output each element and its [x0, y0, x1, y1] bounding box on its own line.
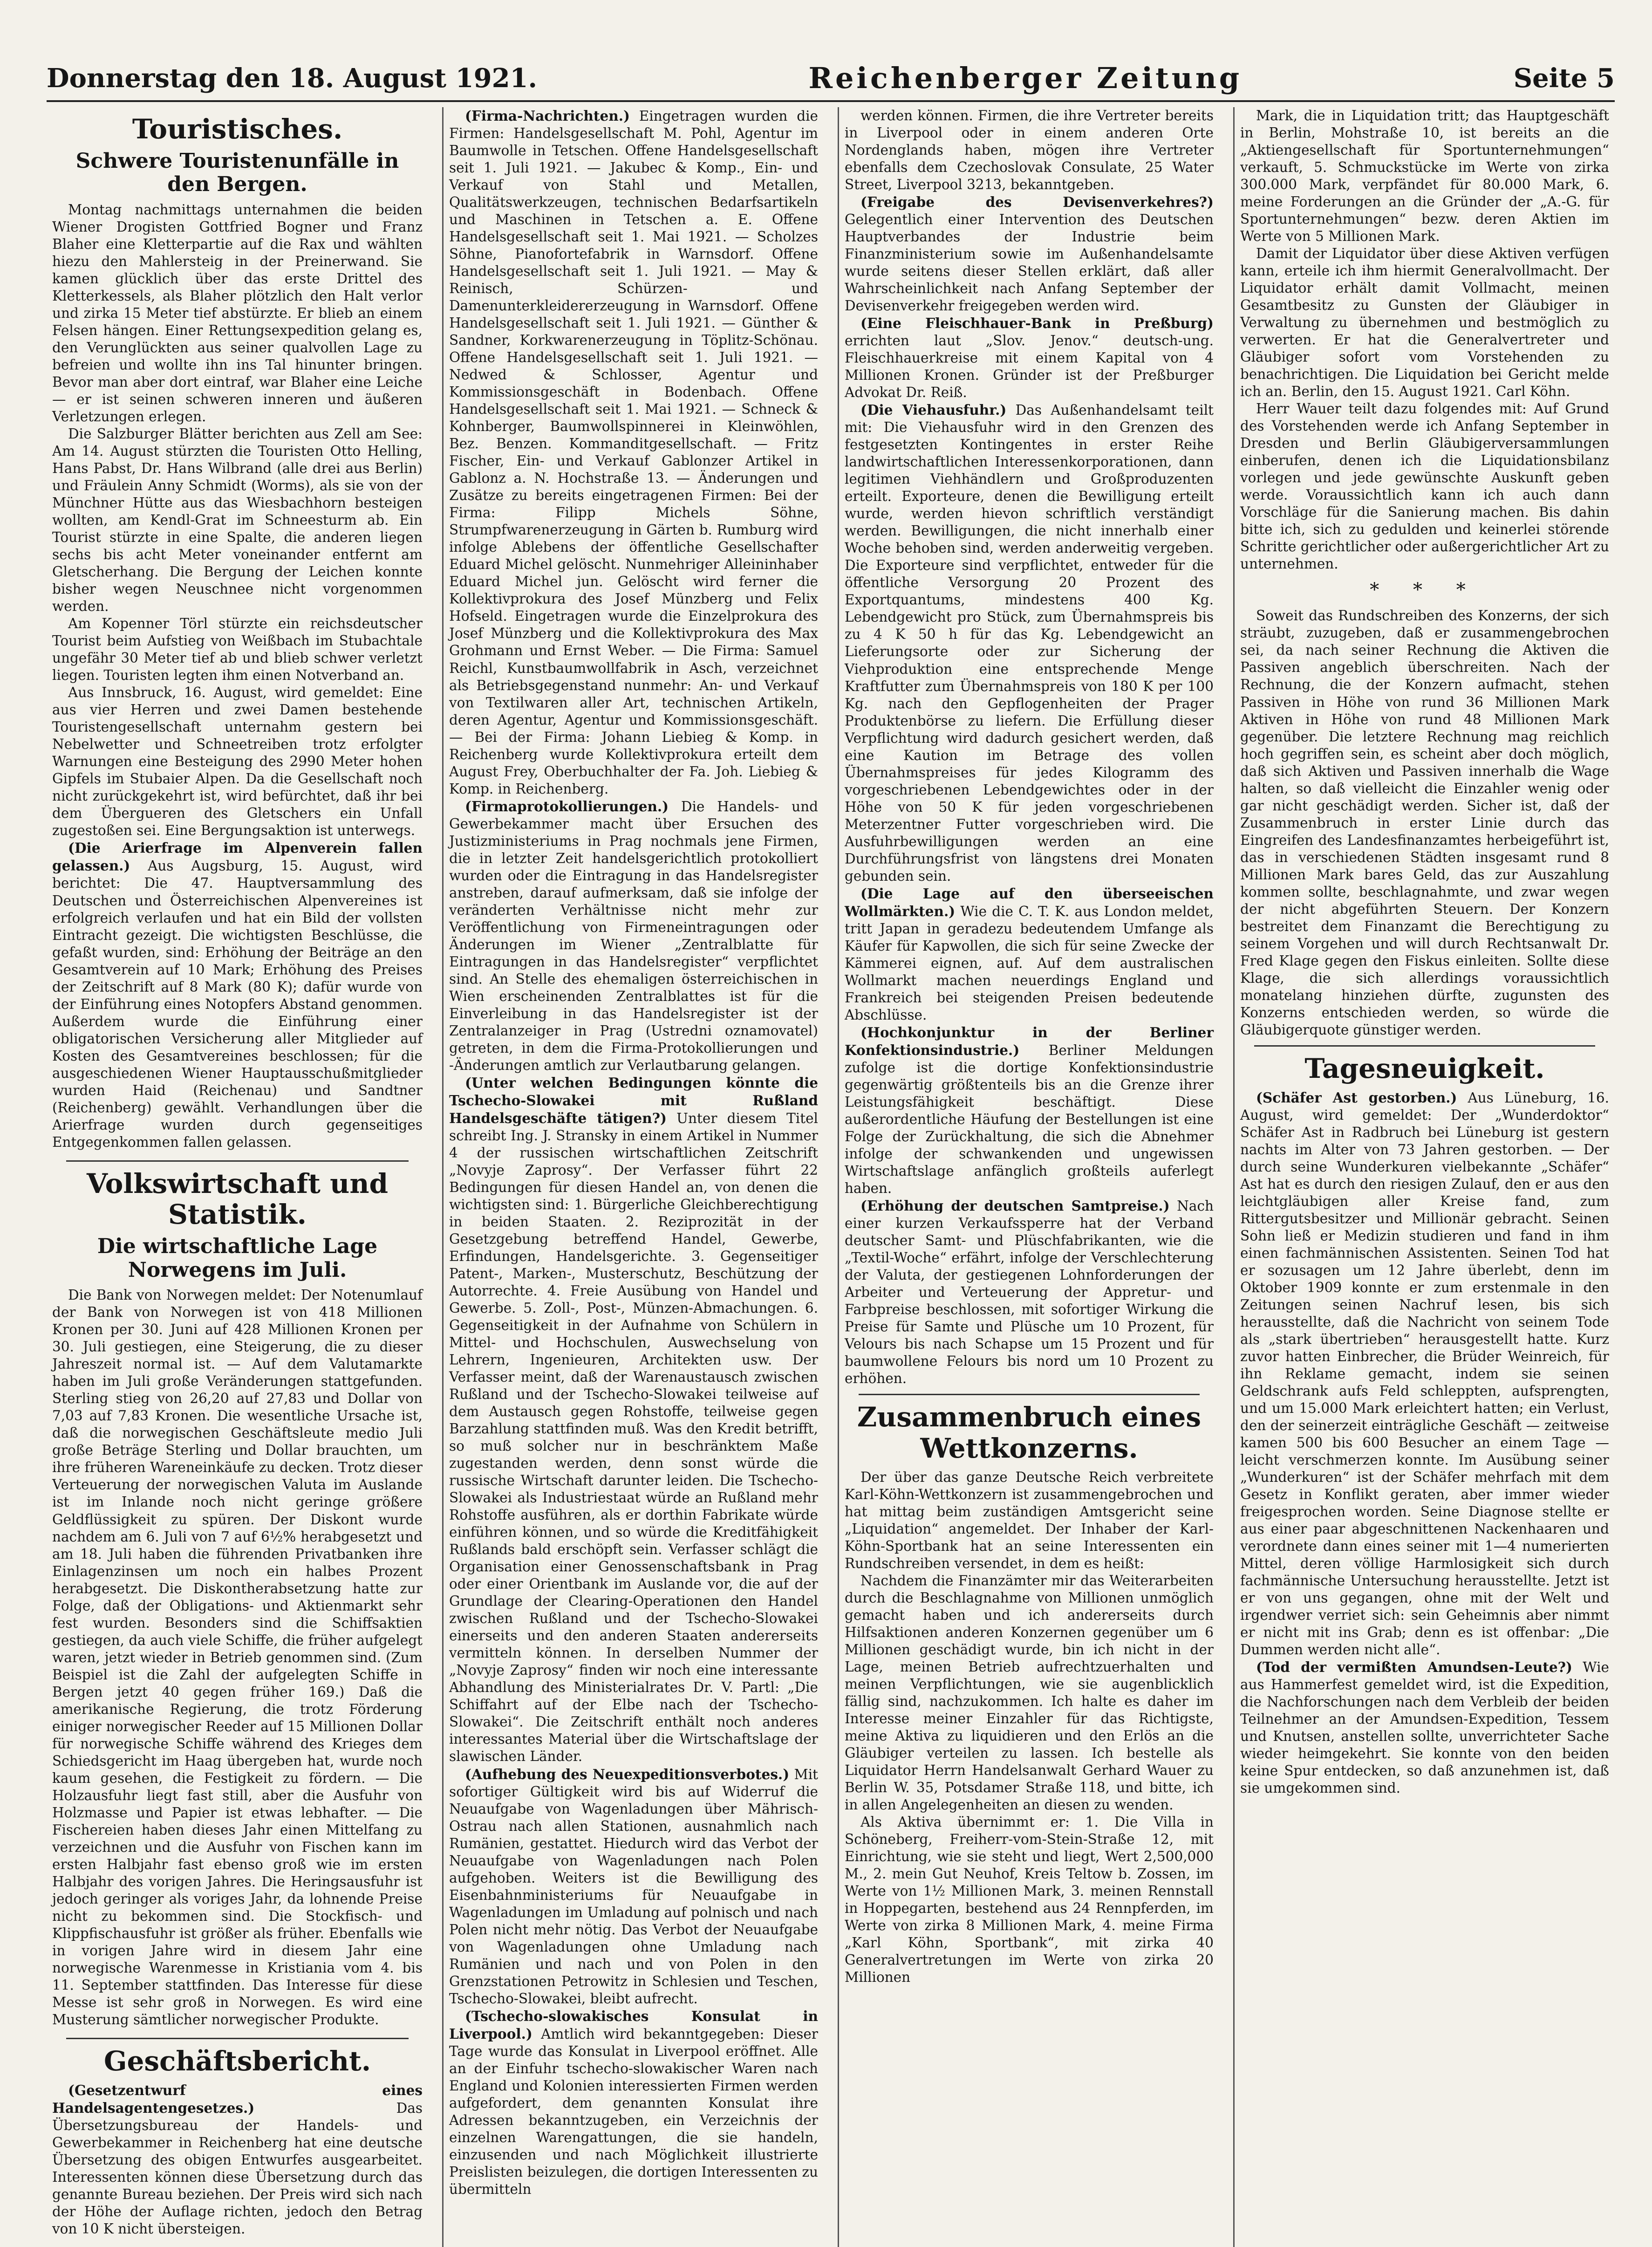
divider [1254, 1045, 1595, 1047]
item-text: Aus Augsburg, 15. August, wird berichtet: Die 47. Hauptversammlung des Deutschen und Österreichischen Alpenvereines ist erfolgreich verlaufen und hat ein Bild der vollsten Eintracht gezeigt. Die wichtigsten Beschlüsse, die gefaßt wurden, sind: Erhöhung der Beiträge an den Gesamtverein auf 10 Mark; Erhöhung des Preises der Zeitschrift auf 8 Mark (80 K); dafür wurde von der Einführung eines Notopfers Abstand genommen. Außerdem wurde die Einführung einer obligatorischen Versicherung aller Mitglieder auf Kosten des Gesamtvereines beschlossen; für die ausgeschiedenen Wiener Hauptausschußmitglieder wurden Haid (Reichenau) und Sandtner (Reichenberg) gewählt. Verhandlungen über die Arierfrage wurden durch gegenseitiges Entgegenkommen fallen gelassen. [52, 858, 423, 1150]
column-4 [1233, 107, 1615, 2247]
item-lead: (Firmaprotokollierungen.) [465, 798, 669, 815]
paragraph: Montag nachmittags unternahmen die beiden Wiener Drogisten Gottfried Bogner und Franz Blaher eine Kletterpartie auf die Rax und wählten hiezu den Mahlersteig in der Preinerwand. Sie kamen glücklich über das erste Drittel des Kletterkessels, als Blaher plötzlich den Halt verlor und zirka 15 Meter tief abstürzte. Er blieb an einem Felsen hängen. Einer Rettungsexpedition gelang es, den Verunglückten aus seiner qualvollen Lage zu befreien und wollte ihn ins Tal hinunter bringen. Bevor man aber dort eintraf, war Blaher eine Leiche — er ist seinen schweren inneren und äußeren Verletzungen erlegen. [52, 201, 423, 425]
paragraph: Die Bank von Norwegen meldet: Der Notenumlauf der Bank von Norwegen ist von 418 Millionen Kronen per 30. Juni auf 428 Millionen Kronen per 30. Juli gestiegen, eine Steigerung, die zu dieser Jahreszeit normal ist. — Auf dem Valutamarkte haben im Juli große Veränderungen stattgefunden. Sterling stieg von 26,20 auf 27,83 und Dollar von 7,03 auf 7,83 Kronen. Die wesentliche Ursache ist, daß die norwegischen Geschäftsleute medio Juli große Beträge Sterling und Dollar brauchten, um ihre früheren Wareneinkäufe zu decken. Trotz dieser Verteuerung der norwegischen Valuta im Auslande ist im Inlande noch nicht geringe größere Geldflüssigkeit zu spüren. Der Diskont wurde nachdem am 6. Juli von 7 auf 6½% herabgesetzt und am 18. Juli haben die führenden Privatbanken ihre Einlagenzinsen um noch ein halbes Prozent herabgesetzt. Die Diskontherabsetzung hatte zur Folge, daß der Obligations- und Aktienmarkt sehr fest wurden. Besonders sind die Schiffsaktien gestiegen, da auch viele Schiffe, die früher aufgelegt waren, jetzt wieder in Betrieb genommen sind. (Zum Beispiel ist die Zahl der aufgelegten Schiffe in Bergen jetzt 40 gegen früher 169.) Daß die amerikanische Regierung, die trotz Förderung einiger norwegischer Reeder auf 15 Millionen Dollar für norwegische Schiffe während des Krieges dem Schiedsgericht im Haag übergeben hat, wurde noch kaum gesehen, die Festigkeit zu fördern. — Die Holzausfuhr liegt fast still, aber die Ausfuhr von Holzmasse und Papier ist etwas lebhafter. — Die Fischereien haben dieses Jahr einen Mittelfang zu verzeichnen und die Ausfuhr von Fischen kann im ersten Halbjahr fast ebenso groß wie im ersten Halbjahr des vorigen Jahres. Die Heringsausfuhr ist jedoch geringer als voriges Jahr, da lohnende Preise nicht zu bekommen sind. Die Stockfisch- und Klippfischausfuhr ist größer als früher. Ebenfalls wie in vorigen Jahre wird in diesem Jahr eine norwegische Warenmesse in Kristiania vom 4. bis 11. September stattfinden. Das Interesse für diese Messe ist sehr groß in Norwegen. Es wird eine Musterung sämtlicher norwegischer Produkte. [52, 1287, 423, 2028]
paragraph [845, 1197, 1214, 1387]
column-3 [838, 107, 1219, 2247]
paragraph [52, 2082, 423, 2238]
paragraph: Als Aktiva übernimmt er: 1. Die Villa in Schöneberg, Freiherr-vom-Stein-Straße 12, mit Einrichtung, wie sie steht und liegt, Wert 2,500,000 M., 2. mein Gut Neuhof, Kreis Teltow b. Zossen, im Werte von 1½ Millionen Mark, 3. meinen Rennstall in Hoppegarten, bestehend aus 24 Rennpferden, im Werte von zirka 8 Millionen Mark, 4. meine Firma „Karl Köhn, Sportbank“, mit zirka 40 Generalvertretungen im Werte von zirka 20 Millionen [845, 1814, 1214, 1985]
item-lead: (Gesetzentwurf eines Handelsagentengesetzes.) [52, 2082, 423, 2116]
item-lead: (Freigabe des Devisenverkehres?) [860, 194, 1214, 211]
paragraph [1240, 1658, 1609, 1797]
article-wettkonzern [845, 1402, 1214, 1986]
item-lead: (Tod der vermißten Amundsen-Leute?) [1256, 1659, 1572, 1676]
paragraph: Soweit das Rundschreiben des Konzerns, der sich sträubt, zuzugeben, daß er zusammengebrochen sei, da nach seiner Rechnung die Aktiven die Passiven angeblich überschreiten. Nach der Rechnung, die der Konzern aufmacht, stehen Passiven in Höhe von rund 36 Millionen Mark Aktiven in Höhe von rund 48 Millionen Mark gegenüber. Die letztere Rechnung mag reichlich hoch gegriffen sein, es scheint aber doch möglich, daß sich Aktiven und Passiven innerhalb die Wage halten, so daß vielleicht die Einzahler wenig oder gar nicht geschädigt werden. Sicher ist, daß der Zusammenbruch in erster Linie durch das Eingreifen des Landesfinanzamtes herbeigeführt ist, das in verschiedenen Städten insgesamt rund 8 Millionen Mark bares Geld, das zur Auszahlung kommen sollte, beschlagnahmte, und zwar wegen der nicht abgeführten Steuern. Der Konzern bestreitet dem Finanzamt die Berechtigung zu seinem Vorgehen und will durch Rechtsanwalt Dr. Fred Klage gegen den Fiskus einleiten. Sollte diese Klage, die sich allerdings voraussichtlich monatelang hinziehen dürfte, zugunsten des Konzerns entschieden werden, so würde die Gläubigerquote günstiger werden. [1240, 608, 1609, 1038]
item-text: Das Übersetzungsbureau der Handels- und Gewerbekammer in Reichenberg hat eine deutsche Übersetzung des obigen Entwurfes ausgearbeitet. Interessenten können diese Übersetzung durch das genannte Bureau beziehen. Der Preis wird sich nach der Höhe der Auflage richten, jedoch den Betrag von 10 K nicht übersteigen. [52, 2100, 423, 2237]
section-heading: Tagesneuigkeit. [1304, 1052, 1545, 1084]
running-head [47, 56, 1615, 102]
paragraph: Nachdem die Finanzämter mir das Weiterarbeiten durch die Beschlagnahme von Millionen unmöglich gemacht haben und ich andererseits durch Hilfsaktionen anderen Konzernen gegenüber um 6 Millionen geschädigt wurde, bin ich nicht in der Lage, meinen Betrieb aufrechtzuerhalten und meinen Verpflichtungen, wie sie augenblicklich fällig sind, nachzukommen. Ich halte es daher im Interesse meiner Einzahler für das Richtigste, meine Aktiva zu liquidieren und den Erlös an die Gläubiger verteilen zu lassen. Ich bestelle als Liquidator Herrn Handelsanwalt Gerhard Wauer zu Berlin W. 35, Potsdamer Straße 118, und bitte, ich in allen Angelegenheiten an diesen zu wenden. [845, 1572, 1214, 1813]
paragraph: Am Kopenner Törl stürzte ein reichsdeutscher Tourist beim Aufstieg von Weißbach im Stubachtale ungefähr 30 Meter tief ab und blieb schwer verletzt liegen. Touristen legten ihm einen Notverband an. [52, 616, 423, 684]
divider [66, 1160, 409, 1162]
item-lead: (Hochkonjunktur in der Berliner Konfektionsindustrie.) [845, 1024, 1214, 1058]
item-text: Das Außenhandelsamt teilt mit: Die Viehausfuhr wird in den Grenzen des festgesetzten Kontingentes in erster Reihe landwirtschaftlichen Interessenkorporationen, dann legitimen Viehhändlern und Großproduzenten erteilt. Exporteure, denen die Bewilligung erteilt wurde, werden hievon schriftlich verständigt werden. Bewilligungen, die nicht innerhalb einer Woche behoben sind, werden anderweitig vergeben. Die Exporteure sind verpflichtet, entweder für die öffentliche Versorgung 20 Prozent des Exportquantums, mindestens 400 Kg. Lebendgewicht pro Stück, zum Übernahmspreis bis zu 4 K 50 h für das Kg. Lebendgewicht an Lieferungsorte oder zur Sicherung der Viehproduktion eine entsprechende Menge Kraftfutter zum Übernahmspreis von 180 K per 100 Kg. nach den Gepflogenheiten der Prager Produktenbörse zu liefern. Die Erfüllung dieser Verpflichtung wird dadurch gesichert werden, daß eine Kaution im Betrage des vollen Übernahmspreises für jedes Kilogramm des vorgeschriebenen Lebendgewichtes oder in der Höhe von 50 K für jeden vorgeschriebenen Meterzentner Futter vorgeschrieben wird. Die Ausfuhrbewilligungen werden an eine Durchführungsfrist von längstens drei Monaten gebunden sein. [845, 402, 1214, 884]
item-lead: (Schäfer Ast gestorben.) [1256, 1089, 1457, 1106]
item-lead: (Unter welchen Bedingungen könnte die Tschecho-Slowakei mit Rußland Handelsgeschäfte tätigen?) [449, 1074, 818, 1126]
item-text: Wie die C. T. K. aus London meldet, tritt Japan in geradezu bedeutendem Umfange als Käufer für Kapwollen, die sich für seine Zwecke der Kämmerei eignen, auf. Auf dem australischen Wollmarkt machen neuerdings England und Frankreich bei steigenden Preisen bedeutende Abschlüsse. [845, 903, 1214, 1023]
paragraph [449, 2007, 818, 2198]
issue-date: Donnerstag den 18. August 1921. [47, 62, 538, 94]
masthead: Reichenberger Zeitung [808, 61, 1242, 95]
paragraph [449, 1074, 818, 1766]
item-text: Wie aus Hammerfest gemeldet wird, ist die Expedition, die Nachforschungen nach dem Verbleib der beiden Teilnehmer an der Amundsen-Expedition, Tessem und Knutsen, anstellen sollte, unverrichteter Sache wieder heimgekehrt. Sie konnte von den beiden keine Spur entdecken, so daß anzunehmen ist, daß sie umgekommen sind. [1240, 1659, 1610, 1796]
item-text: Die Handels- und Gewerbekammer macht über Ersuchen des Justizministeriums in Prag nochmals jene Firmen, die in letzter Zeit handelsgerichtlich protokolliert wurden oder die Eintragung in das Handelsregister anstreben, darauf aufmerksam, daß sie infolge der veränderten Verhältnisse nicht mehr zur Veröffentlichung von Firmeneintragungen oder Änderungen im Wiener „Zentralblatte für Eintragungen in das Handelsregister“ verpflichtet sind. An Stelle des ehemaligen österreichischen in Wien erscheinenden Zentralblattes ist für die Einverleibung in das Handelsregister ist der Zentralanzeiger in Prag (Ustredni oznamovatel) getreten, in dem die Firma-Protokollierungen und -Änderungen amtlich zur Verlautbarung gelangen. [449, 798, 818, 1073]
item-text: Aus Lüneburg, 16. August, wird gemeldet: Der „Wunderdoktor“ Schäfer Ast in Radbruch bei Lüneburg ist gestern nachts im Alter von 73 Jahren gestorben. — Der durch seine Wunderkuren vielbekannte „Schäfer“ Ast hat es durch den riesigen Zulauf, den er aus den leichtgläubigen aller Kreise fand, zum Rittergutsbesitzer und Millionär gebracht. Seinen Sohn ließ er Medizin studieren und fand in ihm einen fachmännischen Assistenten. Seinen Tod hat er sozusagen um 12 Jahre überlebt, denn im Oktober 1909 konnte er zum erstenmale in den Zeitungen seinen Nachruf lesen, bis sich herausstellte, daß die Nachricht von seinem Tode als „stark übertrieben“ herausgestellt hatte. Kurz zuvor hatten Einbrecher, die Brüder Weinreich, für ihn Reklame gemacht, indem sie seinen Geldschrank aufs Feld schleppten, aufsprengten, und um 15.000 Mark erleichtert hatten; ein Verlust, den der seinerzeit einträgliche Geschäft — zeitweise kamen 500 bis 600 Besucher an einem Tage — leicht verschmerzen konnte. Im Ausübung seiner „Wunderkuren“ ist der Schäfer mehrfach mit dem Gesetz in Konflikt geraten, aber immer wieder freigesprochen worden. Seine Diagnose stellte er aus einer paar abgeschnittenen Nackenhaaren und verordnete dann eines seiner mit 1—4 numerierten Mittel, deren völlige Harmlosigkeit sich durch fachmännische Untersuchung herausstellte. Jetzt ist er von uns gegangen, ohne mit der Welt und irgendwer verriet sich: sein Geheimnis aber nimmt er nicht mit ins Grab; denn es ist offenbar: „Die Dummen werden nicht alle“. [1240, 1089, 1610, 1658]
item-lead: (Die Arierfrage im Alpenverein fallen gelassen.) [52, 840, 423, 874]
item-text: Eingetragen wurden die Firmen: Handelsgesellschaft M. Pohl, Agentur im Baumwolle in Tetschen. Offene Handelsgesellschaft seit 1. Juli 1921. — Jakubec & Komp., Ein- und Verkauf von Stahl und Metallen, Qualitätswerkzeugen, technischen Bedarfsartikeln und Maschinen in Tetschen a. E. Offene Handelsgesellschaft seit 1. Mai 1921. — Scholzes Söhne, Pianofortefabrik in Warnsdorf. Offene Handelsgesellschaft seit 1. Juli 1921. — May & Reinisch, Schürzen- und Damenunterkleidererzeugung in Warnsdorf. Offene Handelsgesellschaft seit 1. Juli 1921. — Günther & Sandner, Korkwarenerzeugung in Töplitz-Schönau. Offene Handelsgesellschaft seit 1. Juli 1921. — Nedwed & Schlosser, Agentur und Kommissionsgeschäft in Bodenbach. Offene Handelsgesellschaft seit 1. Mai 1921. — Schneck & Kohnberger, Baumwollspinnerei in Kleinwöhlen, Bez. Benzen. Kommanditgesellschaft. — Fritz Fischer, Ein- und Verkauf Gablonzer Artikel in Gablonz a. N. Hochstraße 13. — Änderungen und Zusätze zu bereits eingetragenen Firmen: Bei der Firma: Filipp Michels Söhne, Strumpfwarenerzeugung in Gärten b. Rumburg wird infolge Ablebens der öffentliche Gesellschafter Eduard Michel gelöscht. Nunmehriger Alleininhaber Eduard Michel jun. Gelöscht wird ferner die Kollektivprokura des Josef Münzberg und Felix Hofseld. Eingetragen wurde die Einzelprokura des Josef Münzberg und die Kollektivprokura des Max Grohmann und Ernst Weber. — Die Firma: Samuel Reichl, Kunstbaumwollfabrik in Asch, verzeichnet als Betriebsgegenstand nunmehr: An- und Verkauf von Textilwaren aller Art, technischen Artikeln, deren Agentur, Agentur und Kommissionsgeschäft. — Bei der Firma: Johann Liebieg & Komp. in Reichenberg wurde Kollektivprokura erteilt dem August Frey, Oberbuchhalter der Fa. Joh. Liebieg & Komp. in Reichenberg. [449, 108, 818, 797]
paragraph: Der über das ganze Deutsche Reich verbreitete Karl-Köhn-Wettkonzern ist zusammengebrochen und hat mittag beim zuständigen Amtsgericht seine „Liquidation“ angemeldet. Der Inhaber der Karl-Köhn-Sportbank hat an seine Interessenten ein Rundschreiben versendet, in dem es heißt: [845, 1469, 1214, 1571]
divider [859, 1394, 1200, 1395]
page-number: Seite 5 [1513, 62, 1615, 94]
item-lead: (Aufhebung des Neuexpeditionsverbotes.) [465, 1766, 790, 1782]
paragraph [449, 107, 818, 798]
article-headline: Schwere Touristenunfälle in den Bergen. [75, 149, 399, 197]
column-1 [47, 107, 428, 2247]
section-heading: Geschäftsbericht. [103, 2045, 371, 2077]
divider [66, 2038, 409, 2039]
item-text: Mit sofortiger Gültigkeit wird bis auf Widerruf die Neuaufgabe von Wagenladungen über Mährisch-Ostrau nach allen Stationen, ausnahmlich nach Rumänien, gestattet. Hiedurch wird das Verbot der Neuaufgabe von Wagenladungen nach Polen aufgehoben. Weiters ist die Bewilligung des Eisenbahnministeriums für Neuaufgabe in Wagenladungen im Umladung auf polnisch und nach Polen nicht mehr nötig. Das Verbot der Neuaufgabe von Wagenladungen ohne Umladung nach Rumänien und nach und von Polen in den Grenzstationen Petrowitz in Schlesien und Teschen, Tschecho-Slowakei, bleibt aufrecht. [449, 1766, 818, 2007]
item-lead: (Die Lage auf den überseeischen Wollmärkten.) [845, 885, 1214, 919]
item-text: errichten laut „Slov. Jenov.“ deutsch-ung. Fleischhauerkreise mit einem Kapital von 4 Millionen Kronen. Gründer ist der Preßburger Advokat Dr. Reiß. [845, 333, 1214, 401]
paragraph: Damit der Liquidator über diese Aktiven verfügen kann, erteile ich ihm hiermit Generalvollmacht. Der Liquidator erhält damit Vollmacht, meinen Gesamtbesitz zu Gunsten der Gläubiger in Verwaltung zu übernehmen und bestmöglich zu verwerten. Er hat die Generalvertreter und Gläubiger sofort vom Vorstehenden zu benachrichtigen. Die Liquidation bei Gericht melde ich an. Berlin, den 15. August 1921. Carl Köhn. [1240, 246, 1609, 400]
paragraph: Aus Innsbruck, 16. August, wird gemeldet: Eine aus vier Herren und zwei Damen bestehende Touristengesellschaft unternahm gestern bei Nebelwetter und Schneetreiben trotz erfolgter Warnungen eine Besteigung des 2990 Meter hohen Gipfels im Stubaier Alpen. Da die Gesellschaft noch nicht zurückgekehrt ist, wird befürchtet, daß ihr bei dem Übergueren des Gletschers ein Unfall zugestoßen sei. Eine Bergungsaktion ist unterwegs. [52, 685, 423, 839]
section-heading: Touristisches. [132, 113, 343, 145]
paragraph: werden können. Firmen, die ihre Vertreter bereits in Liverpool oder in einem anderen Orte Nordenglands haben, mögen ihre Vertreter ebenfalls dem Czechoslovak Consulate, 25 Water Street, Liverpool 3213, bekanntgeben. [845, 108, 1214, 193]
column-2 [442, 107, 824, 2247]
article-volkswirtschaft [52, 1168, 423, 2028]
paragraph [52, 839, 423, 1151]
paragraph: Herr Wauer teilt dazu folgendes mit: Auf Grund des Vorstehenden werde ich Anfang September in Dresden und Berlin Gläubigerversammlungen einberufen, denen ich die Liquidationsbilanz vorlegen und jede gewünschte Auskunft geben werde. Voraussichtlich kann ich auch dann Vorschläge für die Sanierung machen. Bis dahin bitte ich, sich zu gedulden und keinerlei störende Schritte gerichtlicher oder außergerichtlicher Art zu unternehmen. [1240, 401, 1609, 572]
item-text: Nach einer kurzen Verkaufssperre hat der Verband deutscher Samt- und Plüschfabrikanten, wie die „Textil-Woche“ erfährt, infolge der Verschlechterung der Valuta, der gestiegenen Lohnforderungen der Arbeiter und Verteuerung der Appretur- und Farbpreise beschlossen, mit sofortiger Wirkung die Preise für Samte und Plüsche um 10 Prozent, für Velours bis nach Schapse um 15 Prozent und für baumwollene Felours bis nord um 10 Prozent zu erhöhen. [845, 1198, 1214, 1387]
article-touristisches [52, 114, 423, 1151]
paragraph [845, 401, 1214, 884]
item-lead: (Firma-Nachrichten.) [465, 108, 630, 124]
article-geschaeftsbericht [52, 2046, 423, 2238]
section-heading: Volkswirtschaft und Statistik. [86, 1167, 389, 1231]
paragraph [449, 798, 818, 1074]
item-lead: (Die Viehausfuhr.) [860, 402, 1007, 418]
paragraph [449, 1766, 818, 2007]
article-headline: Die wirtschaftliche Lage Norwegens im Juli. [97, 1234, 378, 1282]
item-text: Unter diesem Titel schreibt Ing. J. Stransky in einem Artikel in Nummer 4 der russischen wirtschaftlichen Zeitschrift „Novyje Zaprosy“. Der Verfasser führt 22 Bedingungen für diesen Handel an, von denen die wichtigsten sind: 1. Bürgerliche Gleichberechtigung in beiden Staaten. 2. Reziprozität in der Gesetzgebung betreffend Handel, Gewerbe, Erfindungen, Handelsgerichte. 3. Gegenseitiger Patent-, Marken-, Musterschutz, Beschützung der Autorrechte. 4. Freie Ausübung von Handel und Gewerbe. 5. Zoll-, Post-, Münzen-Abmachungen. 6. Gegenseitigkeit in der Aufnahme von Schülern in Mittel- und Hochschulen, Auswechselung von Lehrern, Ingenieuren, Architekten usw. Der Verfasser meint, daß der Warenaustausch zwischen Rußland und der Tschecho-Slowakei teilweise auf dem Austausch gegen Rohstoffe, teilweise gegen Barzahlung stattfinden muß. Was den Kredit betrifft, so muß solcher nur in beschränktem Maße zugestanden werden, denn sonst würde die russische Wirtschaft darunter leiden. Die Tschecho-Slowakei als Industriestaat würde an Rußland mehr Rohstoffe ausführen, als er dorthin Fabrikate würde einführen können, und so würde die Kreditfähigkeit Rußlands bald erschöpft sein. Verfasser schlägt die Organisation einer Genossenschaftsbank in Prag oder einer Orientbank im Auslande vor, die auf der Grundlage der Clearing-Operationen den Handel zwischen Rußland und der Tschecho-Slowakei einerseits und den anderen Staaten andererseits vermitteln können. In derselben Nummer der „Novyje Zaprosy“ finden wir noch eine interessante Abhandlung des Ministerialrates Dr. V. Partl: „Die Schiffahrt auf der Elbe nach der Tschecho-Slowakei“. Die Zeitschrift enthält noch anderes interessantes Material über die Wirtschaftslage der slawischen Länder. [449, 1110, 818, 1765]
paragraph [845, 885, 1214, 1024]
item-lead: (Erhöhung der deutschen Samtpreise.) [860, 1197, 1170, 1214]
paragraph [845, 1024, 1214, 1197]
paragraph: Mark, die in Liquidation tritt; das Hauptgeschäft in Berlin, Mohstraße 10, ist bereits an die „Aktiengesellschaft für Sportunternehmungen“ verkauft, 5. Schmuckstücke im Werte von zirka 300.000 Mark, verpfändet für 80.000 Mark, 6. meine Forderungen an die Gründer der „A.-G. für Sportunternehmungen“ bezw. deren Aktien im Werte von 5 Millionen Mark. [1240, 108, 1609, 245]
item-lead: (Tschecho-slowakisches Konsulat in Liverpool.) [449, 2007, 818, 2042]
article-headline: Zusammenbruch eines Wettkonzerns. [857, 1401, 1201, 1464]
paragraph [1240, 1089, 1609, 1659]
paragraph [845, 193, 1214, 315]
item-lead: (Eine Fleischhauer-Bank in Preßburg) [860, 315, 1214, 332]
columns [47, 107, 1615, 2237]
article-tagesneuigkeit [1240, 1053, 1609, 1797]
paragraph [845, 315, 1214, 401]
section-break-stars: * * * [1370, 579, 1480, 601]
paragraph: Die Salzburger Blätter berichten aus Zell am See: Am 14. August stürzten die Touristen Otto Helling, Hans Pabst, Dr. Hans Wilbrand (alle drei aus Berlin) und Fräulein Anny Schmidt (Worms), als sie von der Münchner Hütte aus das Wiesbachhorn besteigen wollten, am Kendl-Grat im Schneesturm ab. Ein Tourist stürzte in eine Spalte, die anderen liegen sechs bis acht Meter voneinander entfernt am Gletscherhang. Die Bergung der Leichen konnte bisher wegen Neuschnee nicht vorgenommen werden. [52, 426, 423, 615]
item-text: Gelegentlich einer Intervention des Deutschen Hauptverbandes der Industrie beim Finanzministerium sowie im Außenhandelsamte wurde seitens dieser Stellen erklärt, daß aller Wahrscheinlichkeit nach Anfang September der Devisenverkehr freigegeben werden wird. [845, 212, 1214, 314]
item-text: Amtlich wird bekanntgegeben: Dieser Tage wurde das Konsulat in Liverpool eröffnet. Alle an der Einfuhr tschecho-slowakischer Waren nach England und Kolonien interessierten Firmen werden aufgefordert, dem genannten Konsulat ihre Adressen bekanntzugeben, ein Verzeichnis der einzelnen Warengattungen, die sie handeln, einzusenden und nach Möglichkeit illustrierte Preislisten beizulegen, die dortigen Interessenten zu übermitteln [449, 2026, 818, 2197]
item-text: Berliner Meldungen zufolge ist die dortige Konfektionsindustrie gegenwärtig größtenteils bis an die Grenze ihrer Leistungsfähigkeit beschäftigt. Diese außerordentliche Häufung der Bestellungen ist eine Folge der Zurückhaltung, die sich die Abnehmer infolge der schwankenden und ungewissen Wirtschaftslage anfänglich großteils auferlegt haben. [845, 1042, 1214, 1196]
